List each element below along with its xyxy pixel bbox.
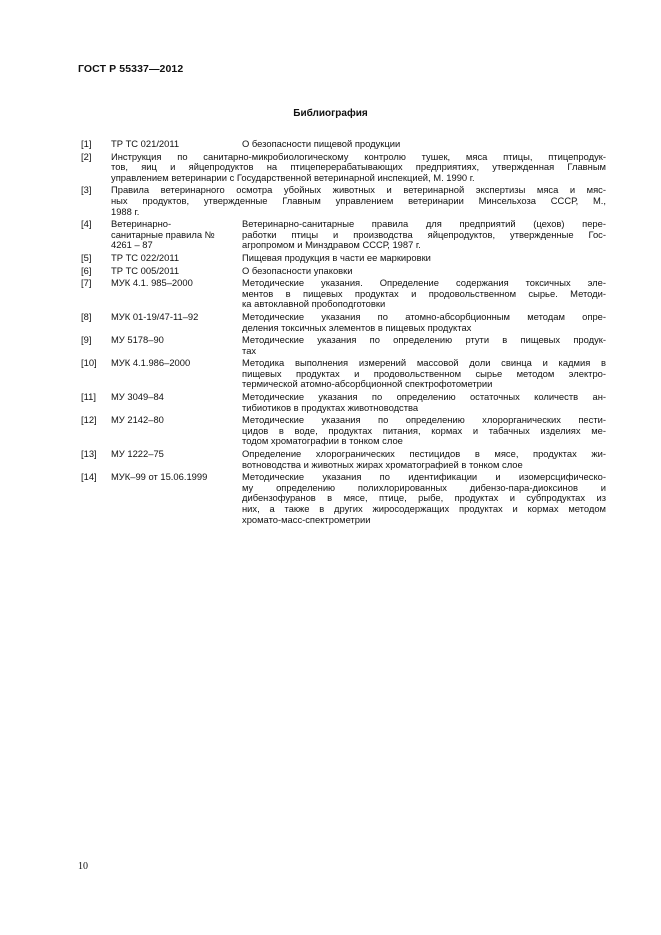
bibliography-entry xyxy=(81,358,606,390)
entry-description-line: Методические указания по определению остаточных количеств ан- xyxy=(242,392,606,403)
entry-description-line: Определение хлорогранических пестицидов в мясе, продуктах жи- xyxy=(242,449,606,460)
entry-code xyxy=(111,449,242,470)
entry-code-line: МУК–99 от 15.06.1999 xyxy=(111,472,208,483)
bibliography-entry xyxy=(81,139,606,150)
entry-number: [11] xyxy=(81,391,96,403)
entry-description-line: му определению полихлорированных дибензо-пара-диоксинов и xyxy=(242,482,606,493)
entry-number: [2] xyxy=(81,150,92,162)
entry-description xyxy=(242,278,606,310)
entry-number: [14] xyxy=(81,471,97,483)
entry-code xyxy=(111,219,242,251)
entry-description-line: тодом хроматографии в тонком слое xyxy=(242,436,403,447)
entry-code xyxy=(111,278,242,310)
bibliography-list xyxy=(81,139,606,527)
entry-description-line: ка автоклавной пробоподготовки xyxy=(242,299,386,310)
bibliography-entry xyxy=(81,185,606,217)
entry-code-line: МУ 5178–90 xyxy=(111,335,164,346)
bibliography-entry xyxy=(81,219,606,251)
entry-number: [9] xyxy=(81,334,92,346)
bibliography-entry xyxy=(81,266,606,277)
bibliography-entry xyxy=(81,335,606,356)
entry-description-line: цидов в воде, продуктах питания, кормах и табачных изделиях ме- xyxy=(242,425,606,436)
bibliography-entry xyxy=(81,472,606,525)
entry-code xyxy=(111,472,242,525)
entry-description-line: термической атомно-абсорбционной спектрофотометрии xyxy=(242,379,493,390)
entry-number: [12] xyxy=(81,414,97,426)
entry-description xyxy=(242,139,606,150)
entry-number: [4] xyxy=(81,218,92,230)
entry-number: [1] xyxy=(81,138,92,149)
entry-text-line: 1988 г. xyxy=(111,206,140,217)
entry-code-line: МУ 3049–84 xyxy=(111,392,164,403)
bibliography-entry xyxy=(81,449,606,470)
entry-description-line: работки птицы и производства яйцепродуктов, утвержденные Гос- xyxy=(242,229,606,240)
entry-description xyxy=(242,392,606,413)
entry-description-line: дибензофуранов в мясе, птице, рыбе, продуктах и субпродуктах из xyxy=(242,493,606,504)
entry-description xyxy=(242,253,606,264)
entry-code xyxy=(111,415,242,447)
entry-number: [7] xyxy=(81,277,92,289)
entry-description-line: Методические указания по определению хлорорганических пести- xyxy=(242,415,606,426)
entry-description-line: Методические указания. Определение содержания токсичных эле- xyxy=(242,278,606,289)
entry-description xyxy=(242,358,606,390)
entry-code-line: ТР ТС 022/2011 xyxy=(111,252,180,263)
entry-text-line: тов, яиц и яйцепродуктов на птицеперерабатывающих предприятиях, утвержденная Главным xyxy=(111,162,606,173)
page-number: 10 xyxy=(78,861,88,872)
entry-number: [5] xyxy=(81,251,92,263)
entry-code-line: ТР ТС 005/2011 xyxy=(111,265,180,276)
entry-text-line: ных продуктов, утвержденные Главным управлением ветеринарии Минсельхоза СССР, М., xyxy=(111,195,606,206)
entry-description-line: Пищевая продукция в части ее маркировки xyxy=(242,252,431,263)
entry-description xyxy=(242,335,606,356)
entry-description-line: агропромом и Минздравом СССР, 1987 г. xyxy=(242,240,421,251)
entry-description xyxy=(242,472,606,525)
entry-code xyxy=(111,253,242,264)
entry-description-line: тибиотиков в продуктах животноводства xyxy=(242,402,419,413)
entry-code-line: МУК 01-19/47-11–92 xyxy=(111,311,199,322)
entry-text xyxy=(111,152,606,184)
entry-description-line: О безопасности упаковки xyxy=(242,265,353,276)
entry-description-line: хромато-масс-спектрометрии xyxy=(242,514,371,525)
entry-code-line: санитарные правила № xyxy=(111,229,215,240)
entry-text xyxy=(111,185,606,217)
entry-code-line: 4261 – 87 xyxy=(111,240,153,251)
entry-description-line: пищевых продуктах и продовольственном сырье методом электро- xyxy=(242,368,606,379)
entry-code xyxy=(111,392,242,413)
entry-text-line: Правила ветеринарного осмотра убойных животных и ветеринарной экспертизы мяса и мяс- xyxy=(111,185,606,196)
entry-code xyxy=(111,335,242,356)
page-header: ГОСТ Р 55337—2012 xyxy=(78,63,184,75)
entry-code-line: ТР ТС 021/2011 xyxy=(111,139,180,149)
entry-text-line: управлением ветеринарии с Государственной ветеринарной инспекцией, М. 1990 г. xyxy=(111,172,475,183)
bibliography-entry xyxy=(81,415,606,447)
entry-number: [8] xyxy=(81,310,92,322)
entry-description-line: вотноводства и животных жирах хроматографией в тонком слое xyxy=(242,459,523,470)
entry-code-line: МУК 4.1.986–2000 xyxy=(111,358,191,369)
bibliography-entry xyxy=(81,152,606,184)
bibliography-entry xyxy=(81,253,606,264)
entry-description-line: тах xyxy=(242,345,257,356)
entry-number: [3] xyxy=(81,184,92,196)
entry-code xyxy=(111,358,242,390)
entry-description xyxy=(242,312,606,333)
section-title: Библиография xyxy=(293,108,368,119)
entry-description-line: Методические указания по идентификации и изомерсцифическо- xyxy=(242,472,606,483)
entry-description-line: Методические указания по определению ртути в пищевых продук- xyxy=(242,335,606,346)
entry-description xyxy=(242,219,606,251)
entry-code xyxy=(111,266,242,277)
entry-code-line: МУК 4.1. 985–2000 xyxy=(111,278,193,289)
bibliography-entry xyxy=(81,392,606,413)
entry-description-line: Ветеринарно-санитарные правила для предприятий (цехов) пере- xyxy=(242,219,606,230)
bibliography-entry xyxy=(81,312,606,333)
entry-code xyxy=(111,312,242,333)
entry-number: [13] xyxy=(81,448,97,460)
entry-description-line: них, а также в других жиросодержащих продуктах и кормах методом xyxy=(242,504,606,514)
entry-number: [10] xyxy=(81,357,97,369)
entry-code-line: МУ 1222–75 xyxy=(111,449,164,460)
entry-description xyxy=(242,449,606,470)
entry-description xyxy=(242,415,606,447)
entry-code-line: МУ 2142–80 xyxy=(111,415,164,426)
entry-description-line: ментов в пищевых продуктах и продовольственном сырье. Методи- xyxy=(242,288,606,299)
bibliography-entry xyxy=(81,278,606,310)
entry-description-line: Методические указания по атомно-абсорбционным методам опре- xyxy=(242,311,606,322)
entry-code-line: Ветеринарно- xyxy=(111,219,172,230)
entry-number: [6] xyxy=(81,264,92,276)
entry-code xyxy=(111,139,242,150)
entry-description-line: Методика выполнения измерений массовой доли свинца и кадмия в xyxy=(242,358,606,369)
entry-description xyxy=(242,266,606,277)
entry-description-line: деления токсичных элементов в пищевых продуктах xyxy=(242,322,472,333)
entry-description-line: О безопасности пищевой продукции xyxy=(242,139,401,149)
entry-text-line: Инструкция по санитарно-микробиологическому контролю тушек, мяса птицы, птицепродук- xyxy=(111,151,606,162)
